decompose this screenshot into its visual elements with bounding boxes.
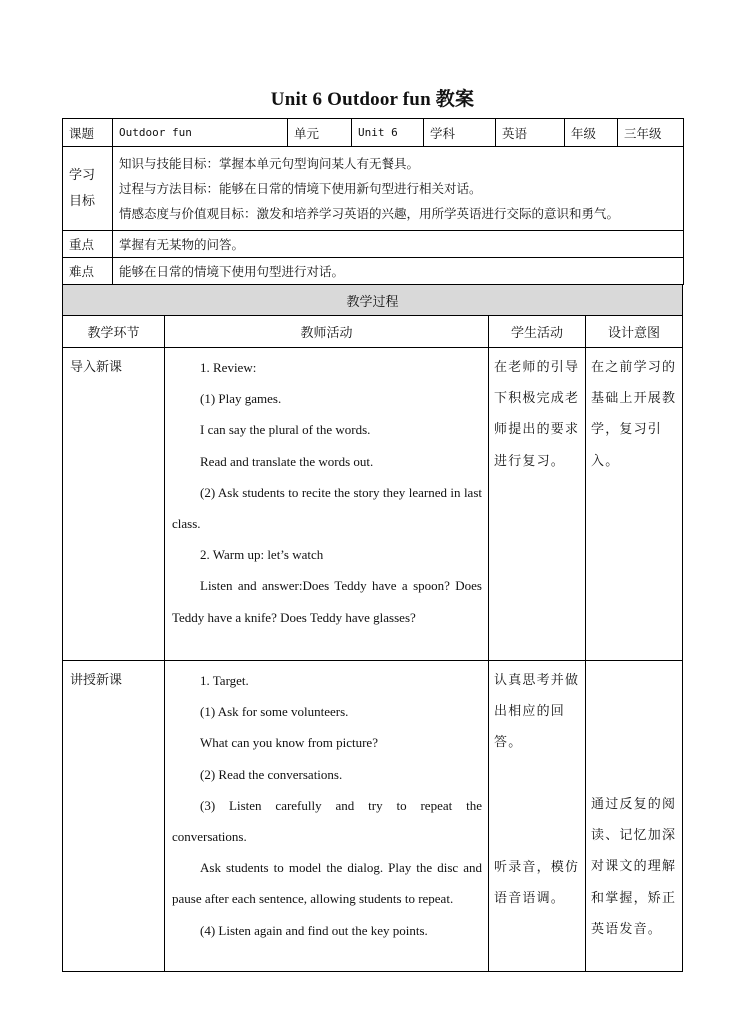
unit-value: Unit 6 xyxy=(352,119,424,147)
student-text: 认真思考并做出相应的回答。 xyxy=(494,673,580,751)
teacher-line: I can say the plural of the words. xyxy=(200,422,371,438)
objective-process: 过程与方法目标：能够在日常的情境下使用新句型进行相关对话。 xyxy=(119,181,482,196)
student-activity-intro xyxy=(489,348,586,661)
lesson-info-table xyxy=(62,118,684,285)
teacher-line: (2) Read the conversations. xyxy=(200,766,343,782)
student-text: 听录音，模仿语音语调。 xyxy=(494,859,580,906)
stage-intro: 导入新课 xyxy=(63,348,165,661)
design-text: 在之前学习的基础上开展教学，复习引入。 xyxy=(591,360,677,469)
grade-value: 三年级 xyxy=(618,119,684,147)
teacher-line: (2) Ask students to recite the story they learned in last class. xyxy=(172,484,482,532)
unit-label: 单元 xyxy=(288,119,352,147)
teacher-line: 2. Warm up: let’s watch xyxy=(200,547,324,563)
header-student: 学生活动 xyxy=(489,316,586,348)
teacher-line: Listen and answer:Does Teddy have a spoon? Does Teddy have a knife? Does Teddy have glasses? xyxy=(172,578,482,625)
table-row xyxy=(63,661,683,972)
teacher-line: (1) Ask for some volunteers. xyxy=(200,704,349,720)
course-value: Outdoor fun xyxy=(113,119,288,147)
subject-value: 英语 xyxy=(496,119,565,147)
key-label: 重点 xyxy=(63,231,113,258)
teacher-line: 1. Review: xyxy=(200,360,257,375)
objectives-label: 学习目标 xyxy=(63,147,113,231)
design-text: 通过反复的阅读、记忆加深对课文的理解和掌握，矫正英语发音。 xyxy=(591,797,677,937)
teacher-activity-intro xyxy=(165,348,489,661)
stage-new-lesson: 讲授新课 xyxy=(63,661,165,972)
difficulty-value: 能够在日常的情境下使用句型进行对话。 xyxy=(113,258,684,285)
teacher-line: (4) Listen again and find out the key points. xyxy=(200,922,428,938)
teacher-line: What can you know from picture? xyxy=(200,735,378,751)
header-teacher: 教师活动 xyxy=(165,316,489,348)
teacher-line: Ask students to model the dialog. Play the disc and pause after each sentence, allowing students to repeat. xyxy=(172,860,482,907)
table-row xyxy=(63,348,683,661)
header-design: 设计意图 xyxy=(586,316,683,348)
grade-label: 年级 xyxy=(565,119,618,147)
difficulty-label: 难点 xyxy=(63,258,113,285)
subject-label: 学科 xyxy=(424,119,496,147)
objective-knowledge: 知识与技能目标：掌握本单元句型询问某人有无餐具。 xyxy=(119,156,420,171)
teacher-line: (3) Listen carefully and try to repeat the conversations. xyxy=(172,797,482,845)
page-title: Unit 6 Outdoor fun 教案 xyxy=(270,89,475,110)
objective-emotion: 情感态度与价值观目标：激发和培养学习英语的兴趣，用所学英语进行交际的意识和勇气。 xyxy=(119,206,620,221)
header-stage: 教学环节 xyxy=(63,316,165,348)
key-value: 掌握有无某物的问答。 xyxy=(113,231,684,258)
objectives-cell xyxy=(113,147,684,231)
design-intent-intro xyxy=(586,348,683,661)
teacher-line: (1) Play games. xyxy=(200,391,282,407)
teacher-line: Read and translate the words out. xyxy=(200,453,374,469)
course-label: 课题 xyxy=(63,119,113,147)
teaching-process-table xyxy=(62,284,683,972)
student-activity-new xyxy=(489,661,586,972)
process-title: 教学过程 xyxy=(63,285,683,316)
teacher-activity-new xyxy=(165,661,489,972)
student-text: 在老师的引导下积极完成老师提出的要求进行复习。 xyxy=(494,360,580,469)
teacher-line: 1. Target. xyxy=(200,673,249,688)
design-intent-new xyxy=(586,661,683,972)
